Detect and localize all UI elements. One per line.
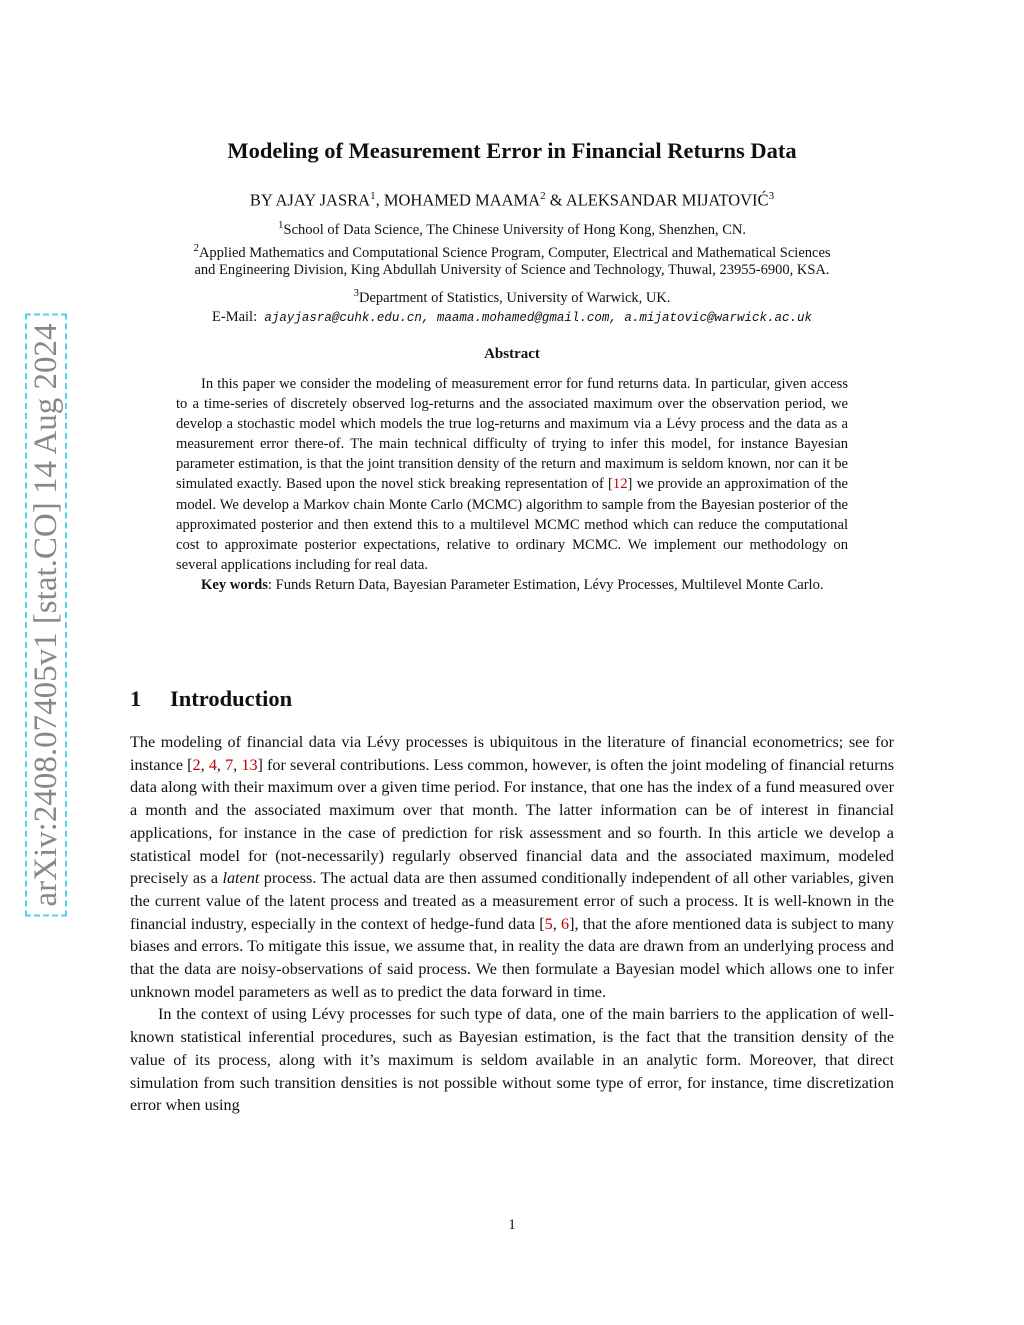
author-sep: , (375, 190, 384, 210)
page-number: 1 (508, 1217, 516, 1233)
author-sup: 2 (540, 190, 546, 202)
introduction-body (130, 731, 894, 1117)
intro-paragraph-1: The modeling of financial data via Lévy processes is ubiquitous in the literature of financial econometrics; see for instance [2, 4, 7, 13] for several contributions. Less common, however, is often the joint modeling of financial returns data along with their maximum over a given time period. For instance, that one has the index of a fund measured over a month and the associated maximum over that month. The latter information can be of interest in financial applications, for instance in the case of prediction for risk assessment and so fourth. In this article we develop a statistical model for (not-necessarily) regularly observed financial data and the associated maximum, modeled precisely as a latent process. The actual data are then assumed conditionally independent of all other variables, given the current value of the latent process and treated as a measurement error of such a process. It is well-known in the financial industry, especially in the context of hedge-fund data [5, 6], that the afore mentioned data is subject to many biases and errors. To mitigate this issue, we assume that, in reality the data are drawn from an underlying process and that the data are noisy-observations of said process. We then formulate a Bayesian model which allows one to infer unknown model parameters as well as to predict the data forward in time. (130, 733, 894, 1001)
citation-link[interactable]: 4 (208, 755, 217, 774)
citation-link[interactable]: 7 (225, 755, 234, 774)
section-heading (130, 686, 292, 712)
citation-link[interactable]: 13 (241, 755, 258, 774)
section-number: 1 (130, 686, 142, 711)
author-name: ALEKSANDAR MIJATOVIĆ (565, 190, 769, 210)
author-sup: 3 (768, 190, 775, 202)
email-addresses[interactable]: ajayjasra@cuhk.edu.cn, maama.mohamed@gmail.com, a.mijatovic@warwick.ac.uk (264, 311, 812, 325)
affiliation-3: $^3$Department of Statistics, University of Warwick, UK. (353, 287, 671, 306)
arxiv-identifier: arXiv:2408.07405v1 [stat.CO] 14 Aug 2024 (25, 314, 67, 917)
citation-link[interactable]: 2 (192, 755, 201, 774)
author-line (0, 190, 1024, 211)
abstract-heading: Abstract (484, 346, 540, 362)
affiliation-2-line1: $^2$Applied Mathematics and Computational Science Program, Computer, Electrical and Mathematical Sciences (193, 242, 831, 261)
citation-link[interactable]: 5 (544, 914, 553, 933)
email-line (0, 306, 1024, 330)
affiliation-1: $^1$School of Data Science, The Chinese University of Hong Kong, Shenzhen, CN. (278, 219, 746, 238)
abstract-body (176, 374, 848, 595)
abstract-paragraph: In this paper we consider the modeling of measurement error for fund returns data. In particular, given access to a time-series of discretely observed log-returns and the associated maximum over the observation period, we develop a stochastic model which models the true log-returns and maximum via a Lévy process and the data as a measurement error there-of. The main technical difficulty of trying to infer this model, for instance Bayesian parameter estimation, is that the joint transition density of the return and maximum is seldom known, nor can it be simulated exactly. Based upon the novel stick breaking representation of [12] we provide an approximation of the model. We develop a Markov chain Monte Carlo (MCMC) algorithm to sample from the Bayesian posterior of the approximated posterior and then extend this to a multilevel MCMC method which can reduce the computational cost to approximate posterior expectations, relative to ordinary MCMC. We implement our methodology on several applications including for real data. (176, 376, 849, 573)
citation-link[interactable]: 12 (612, 476, 628, 493)
intro-paragraph-2: In the context of using Lévy processes for such type of data, one of the main barriers to the application of well-known statistical inferential procedures, such as Bayesian estimation, is the fact that the transition density of the value of its process, along with it’s maximum is seldom available in an analytic form. Moreover, that direct simulation from such transition densities is not possible without some type of error, for instance, time discretization error when using (130, 1005, 894, 1115)
author-name: AJAY JASRA (275, 190, 371, 210)
author-name: MOHAMED MAAMA (383, 190, 541, 210)
keywords-label: Key words (201, 576, 268, 593)
paper-title: Modeling of Measurement Error in Financial Returns Data (227, 138, 797, 163)
keywords: Key words: Funds Return Data, Bayesian Parameter Estimation, Lévy Processes, Multilevel Monte Carlo. (201, 576, 824, 593)
author-sep: & (545, 190, 566, 210)
email-label: E-Mail: (212, 309, 258, 325)
citation-link[interactable]: 6 (560, 914, 570, 933)
author-prefix: BY (249, 190, 276, 210)
author-sup: 1 (370, 190, 376, 202)
affiliation-2-line2: and Engineering Division, King Abdullah University of Science and Technology, Thuwal, 23955-6900, KSA. (194, 262, 830, 278)
section-title: Introduction (170, 686, 293, 711)
